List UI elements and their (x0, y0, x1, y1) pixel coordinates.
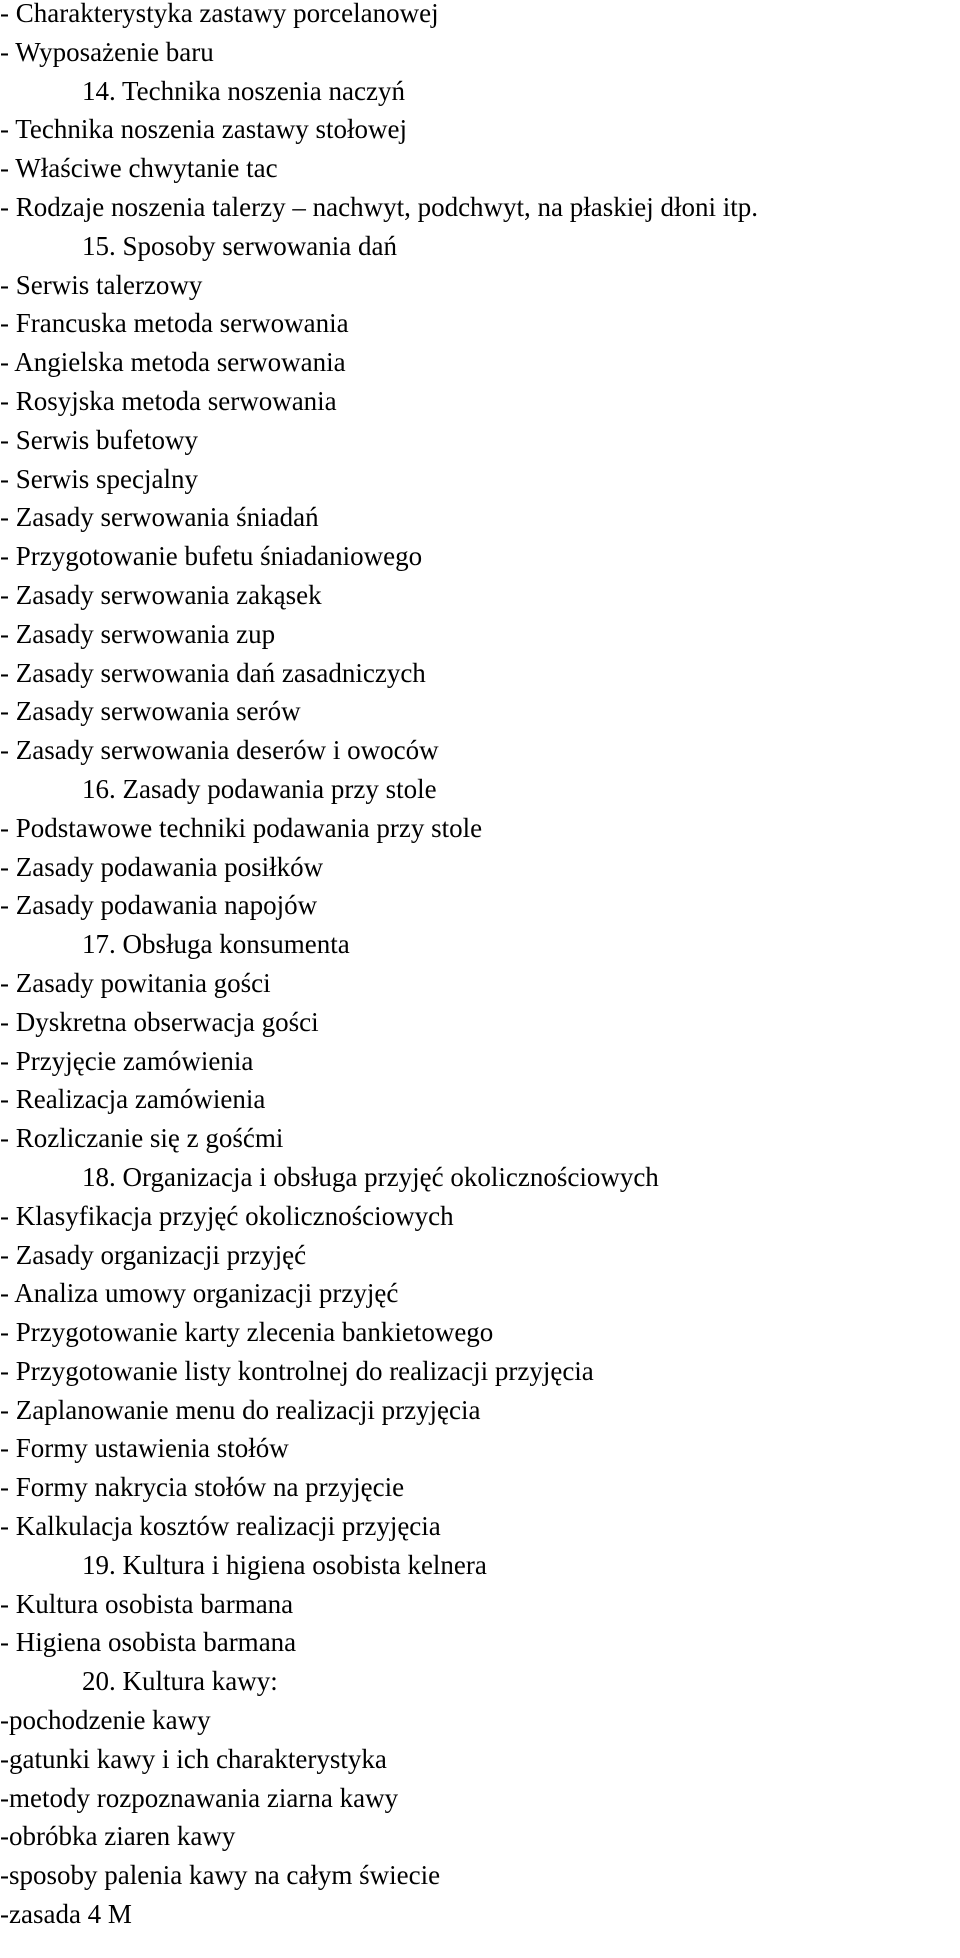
list-item: - Właściwe chwytanie tac (0, 153, 278, 184)
list-item: -pochodzenie kawy (0, 1705, 211, 1736)
list-item: - Formy nakrycia stołów na przyjęcie (0, 1472, 405, 1503)
list-item: - Francuska metoda serwowania (0, 308, 349, 339)
list-item: - Kalkulacja kosztów realizacji przyjęcia (0, 1511, 441, 1542)
section-heading: 17. Obsługa konsumenta (82, 929, 350, 960)
list-item: - Wyposażenie baru (0, 36, 214, 67)
list-item: - Analiza umowy organizacji przyjęć (0, 1278, 399, 1309)
list-item: - Podstawowe techniki podawania przy stole (0, 812, 483, 843)
list-item: - Rosyjska metoda serwowania (0, 385, 337, 416)
section-heading: 20. Kultura kawy: (82, 1666, 278, 1697)
list-item: - Zasady serwowania zup (0, 618, 276, 649)
list-item: -zasada 4 M (0, 1899, 132, 1930)
list-item: - Klasyfikacja przyjęć okolicznościowych (0, 1200, 454, 1231)
section-heading: 16. Zasady podawania przy stole (82, 773, 437, 804)
list-item: - Zasady powitania gości (0, 967, 271, 998)
list-item: - Charakterystyka zastawy porcelanowej (0, 0, 439, 28)
section-heading: 19. Kultura i higiena osobista kelnera (82, 1549, 487, 1580)
list-item: - Przyjęcie zamówienia (0, 1045, 254, 1076)
section-heading: 15. Sposoby serwowania dań (82, 230, 397, 261)
list-item: - Zaplanowanie menu do realizacji przyjęcia (0, 1394, 481, 1425)
list-item: -gatunki kawy i ich charakterystyka (0, 1743, 387, 1774)
list-item: - Przygotowanie listy kontrolnej do realizacji przyjęcia (0, 1355, 594, 1386)
list-item: - Realizacja zamówienia (0, 1084, 266, 1115)
list-item: - Zasady organizacji przyjęć (0, 1239, 307, 1270)
list-item: - Zasady podawania posiłków (0, 851, 324, 882)
list-item: -metody rozpoznawania ziarna kawy (0, 1782, 399, 1813)
list-item: - Przygotowanie bufetu śniadaniowego (0, 541, 423, 572)
list-item: - Zasady serwowania deserów i owoców (0, 735, 439, 766)
section-heading: 14. Technika noszenia naczyń (82, 75, 405, 106)
list-item: - Formy ustawienia stołów (0, 1433, 289, 1464)
list-item: - Zasady serwowania serów (0, 696, 301, 727)
list-item: -obróbka ziaren kawy (0, 1821, 236, 1852)
list-item: - Kultura osobista barmana (0, 1588, 294, 1619)
list-item: - Serwis talerzowy (0, 269, 203, 300)
list-item: - Serwis bufetowy (0, 424, 198, 455)
list-item: - Zasady serwowania zakąsek (0, 579, 322, 610)
list-item: - Technika noszenia zastawy stołowej (0, 114, 407, 145)
list-item: -sposoby palenia kawy na całym świecie (0, 1860, 441, 1891)
list-item: - Zasady podawania napojów (0, 890, 318, 921)
list-item: - Dyskretna obserwacja gości (0, 1006, 319, 1037)
section-heading: 18. Organizacja i obsługa przyjęć okolicznościowych (82, 1161, 659, 1192)
list-item: - Zasady serwowania śniadań (0, 502, 319, 533)
list-item: - Przygotowanie karty zlecenia bankietowego (0, 1317, 494, 1348)
list-item: - Higiena osobista barmana (0, 1627, 297, 1658)
list-item: - Angielska metoda serwowania (0, 347, 346, 378)
list-item: - Rozliczanie się z gośćmi (0, 1123, 284, 1154)
list-item: - Serwis specjalny (0, 463, 198, 494)
list-item: - Zasady serwowania dań zasadniczych (0, 657, 426, 688)
list-item: - Rodzaje noszenia talerzy – nachwyt, podchwyt, na płaskiej dłoni itp. (0, 191, 759, 222)
